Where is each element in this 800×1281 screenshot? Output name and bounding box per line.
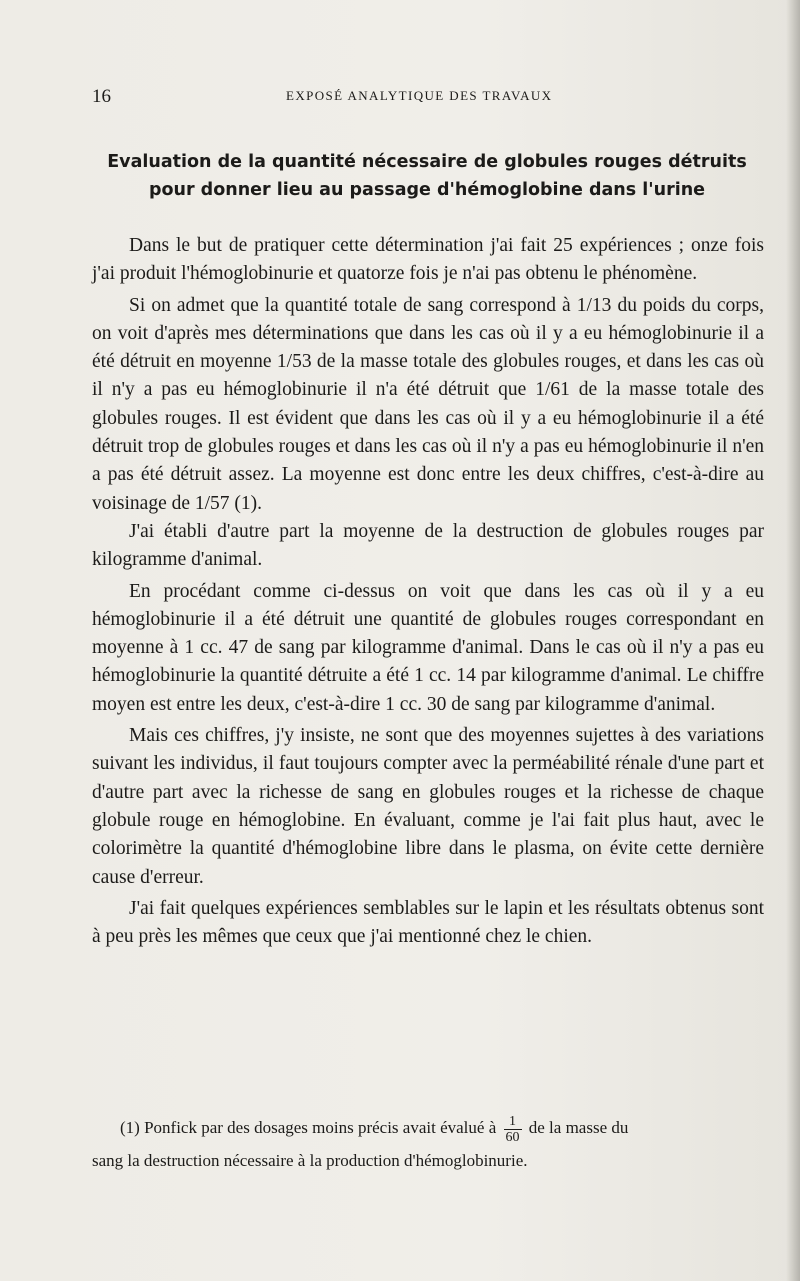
body-text <box>92 232 764 951</box>
paragraph: En procédant comme ci-dessus on voit que dans les cas où il y a eu hémoglobinurie il a été détruit une quantité de globules rouges correspondant en moyenne à 1 cc. 47 de sang par kilogramme d'animal. Dans le cas où il n'y a pas eu hémoglobinurie la quantité détruite a été 1 cc. 14 par kilogramme d'animal. Le chiffre moyen est entre les deux, c'est-à-dire 1 cc. 30 de sang par kilogramme d'animal. <box>92 580 764 715</box>
paragraph: J'ai établi d'autre part la moyenne de la destruction de globules rouges par kilogramme d'animal. <box>92 520 764 571</box>
paragraph: J'ai fait quelques expériences semblables sur le lapin et les résultats obtenus sont à peu près les mêmes que ceux que j'ai mentionné chez le chien. <box>92 897 764 948</box>
fraction-denominator: 60 <box>505 1129 520 1145</box>
paragraph: Mais ces chiffres, j'y insiste, ne sont que des moyennes sujettes à des variations suivant les individus, il faut toujours compter avec la perméabilité rénale d'une part et d'autre part avec la richesse de sang en globules rouges et la richesse de chaque globule rouge en hémoglobine. En évaluant, comme je l'ai fait plus haut, avec le colorimètre la quantité d'hémoglobine libre dans le plasma, on évite cette dernière cause d'erreur. <box>92 725 764 888</box>
footnote-fraction <box>504 1114 522 1145</box>
running-head: EXPOSÉ ANALYTIQUE DES TRAVAUX <box>286 88 553 103</box>
page-header <box>92 86 762 110</box>
page-edge-shadow <box>786 0 800 1281</box>
footnote-text-end: de la masse du <box>528 1118 629 1137</box>
paragraph: Si on admet que la quantité totale de sang correspond à 1/13 du poids du corps, on voit d'après mes déterminations que dans les cas où il y a eu hémoglobinurie il a été détruit en moyenne 1/53 de la masse totale des globules rouges, et dans les cas où il n'y a pas eu hémoglobinurie il n'a été détruit que 1/61 de la masse totale des globules rouges. Il est évident que dans les cas où il y a eu hémoglobinurie il a été détruit trop de globules rouges et dans les cas où il n'y a pas eu hémoglobinurie il n'en a pas été détruit assez. La moyenne est donc entre les deux chiffres, c'est-à-dire au voisinage de 1/57 (1). <box>92 294 764 514</box>
footnote-continuation: sang la destruction nécessaire à la production d'hémoglobinurie. <box>92 1150 528 1170</box>
paragraph: Dans le but de pratiquer cette détermination j'ai fait 25 expériences ; onze fois j'ai produit l'hémoglobinurie et quatorze fois je n'ai pas obtenu le phénomène. <box>92 235 764 285</box>
fraction-numerator: 1 <box>504 1114 522 1130</box>
section-title: Evaluation de la quantité nécessaire de globules rouges détruits pour donner lieu au passage d'hémoglobine dans l'urine <box>107 152 747 200</box>
footnote <box>92 1112 764 1177</box>
page-number: 16 <box>92 86 111 107</box>
footnote-text-start: (1) Ponfick par des dosages moins précis avait évalué à <box>120 1118 497 1137</box>
